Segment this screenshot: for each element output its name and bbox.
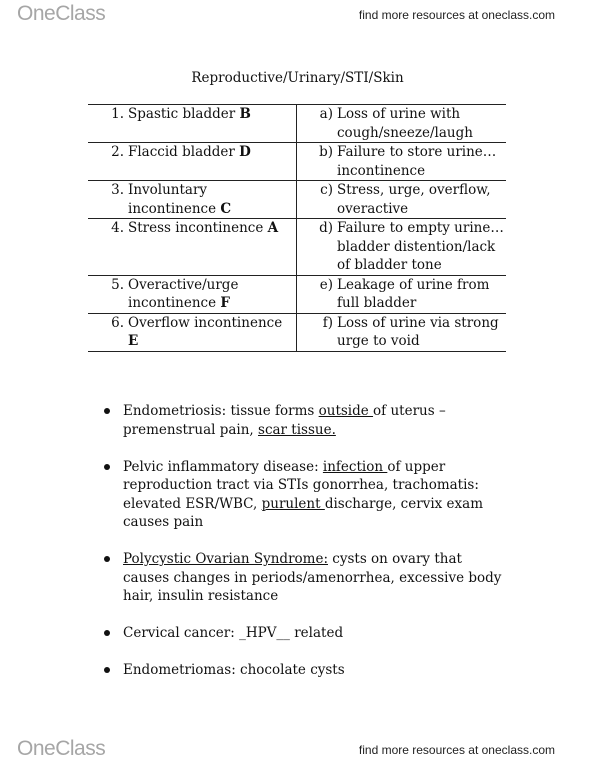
definition-cell (297, 181, 507, 219)
definition-text: Stress, urge, overflow, overactive (337, 182, 491, 217)
answer-letter: B (239, 106, 251, 122)
table-row (88, 143, 506, 181)
definition-letter: b) (319, 144, 333, 160)
term-label: Spastic bladder (128, 106, 240, 122)
table-row (88, 275, 506, 313)
list-item-endometriomas: Endometriomas: chocolate cysts (104, 661, 504, 680)
term-number: 3. (111, 182, 124, 198)
term-cell (88, 219, 297, 276)
matching-table (88, 104, 506, 352)
term-number: 2. (111, 144, 124, 160)
oneclass-logo-text: OneClass (17, 2, 106, 25)
find-resources-link[interactable]: find more resources at oneclass.com (358, 8, 555, 22)
term-number: 5. (111, 276, 124, 293)
list-item-cervical-cancer: Cervical cancer: _HPV__ related (104, 624, 504, 643)
term-cell (88, 275, 297, 313)
definition-cell (297, 143, 507, 181)
term-cell (88, 313, 297, 351)
term-number: 4. (111, 220, 124, 236)
term-cell (88, 143, 297, 181)
term-label: Stress incontinence (128, 220, 268, 236)
definition-letter: f) (322, 314, 333, 331)
table-row (88, 105, 506, 143)
answer-letter: E (128, 333, 139, 349)
list-item-pid: Pelvic inflammatory disease: infection of upper reproduction tract via STIs gonorrhea, trachomatis: elevated ESR/WBC, purulent discharge, cervix exam causes pain (104, 458, 504, 532)
term-number: 1. (111, 106, 124, 122)
term-label: Involuntary incontinence (128, 182, 221, 217)
definition-letter: e) (319, 276, 333, 293)
definition-text: Failure to store urine…incontinence (337, 144, 497, 179)
definition-letter: d) (319, 220, 333, 236)
definition-cell (297, 275, 507, 313)
table-row (88, 313, 506, 351)
definition-letter: a) (319, 106, 333, 122)
table-row (88, 181, 506, 219)
answer-letter: F (220, 295, 230, 311)
term-label: Flaccid bladder (128, 144, 240, 160)
term-cell (88, 105, 297, 143)
definition-cell (297, 219, 507, 276)
definition-cell (297, 105, 507, 143)
notes-list (104, 402, 504, 698)
oneclass-logo (17, 2, 105, 26)
find-resources-link-footer[interactable]: find more resources at oneclass.com (358, 743, 555, 757)
answer-letter: A (267, 220, 279, 236)
term-label: Overactive/urge incontinence (128, 276, 239, 311)
list-item-endometriosis: Endometriosis: tissue forms outside of uterus – premenstrual pain, scar tissue. (104, 402, 504, 439)
table-row (88, 219, 506, 276)
term-cell (88, 181, 297, 219)
list-item-pcos: Polycystic Ovarian Syndrome: cysts on ovary that causes changes in periods/amenorrhea, excessive body hair, insulin resistance (104, 550, 504, 606)
definition-text: Loss of urine via strong urge to void (337, 314, 499, 349)
oneclass-logo-footer-text: OneClass (17, 737, 106, 760)
term-number: 6. (111, 314, 124, 331)
definition-text: Failure to empty urine…bladder distention/lack of bladder tone (337, 220, 504, 273)
answer-letter: C (220, 200, 232, 217)
oneclass-logo-footer (17, 737, 105, 761)
definition-text: Leakage of urine from full bladder (337, 276, 490, 311)
term-label: Overflow incontinence (128, 314, 283, 331)
answer-letter: D (239, 144, 251, 160)
definition-cell (297, 313, 507, 351)
page-title: Reproductive/Urinary/STI/Skin (191, 70, 404, 86)
definition-letter: c) (320, 182, 333, 198)
definition-text: Loss of urine with cough/sneeze/laugh (337, 106, 473, 141)
